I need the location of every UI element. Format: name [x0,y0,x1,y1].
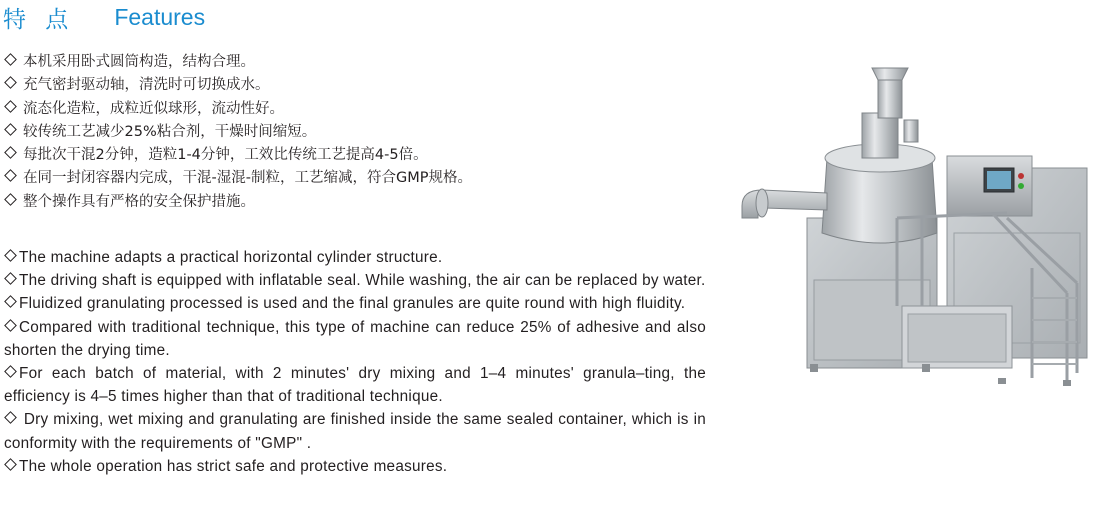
english-feature-item: For each batch of material, with 2 minutes' dry mixing and 1–4 minutes' granula–ting, the efficiency is 4–5 times higher than that of traditional technique. [4,365,706,406]
diamond-bullet-icon [5,196,15,206]
diamond-bullet-icon [4,368,17,378]
chinese-feature-item: 较传统工艺减少25%粘合剂，干燥时间缩短。 [5,121,472,144]
heading-chinese: 特 点 [3,6,75,33]
features-heading [3,0,205,34]
heading-english: Features [114,3,206,30]
diamond-bullet-icon [4,461,17,471]
english-feature-item: Fluidized granulating processed is used and the final granules are quite round with high fluidity. [4,292,706,315]
chinese-feature-item: 每批次干混2分钟，造粒1-4分钟，工效比传统工艺提高4-5倍。 [5,144,472,167]
chinese-feature-item: 在同一封闭容器内完成，干混-湿混-制粒，工艺缩减，符合GMP规格。 [5,167,472,190]
chinese-feature-list [5,51,472,214]
granulator-machine-image [732,58,1094,403]
english-feature-item: The whole operation has strict safe and protective measures. [4,455,706,478]
diamond-bullet-icon [4,298,17,308]
chinese-feature-item: 整个操作具有严格的安全保护措施。 [5,191,472,214]
diamond-bullet-icon [4,414,17,424]
english-feature-list [4,246,706,478]
chinese-feature-item: 本机采用卧式圆筒构造，结构合理。 [5,51,472,74]
diamond-bullet-icon [5,79,15,89]
diamond-bullet-icon [4,252,17,262]
english-feature-item: The driving shaft is equipped with inflatable seal. While washing, the air can be replaced by water. [4,269,706,292]
diamond-bullet-icon [4,275,17,285]
english-feature-item: Dry mixing, wet mixing and granulating are finished inside the same sealed container, which is in conformity with the requirements of "GMP" . [4,411,706,452]
diamond-bullet-icon [5,149,15,159]
diamond-bullet-icon [5,172,15,182]
chinese-feature-item: 流态化造粒，成粒近似球形，流动性好。 [5,98,472,121]
discharge-pipe [742,190,827,218]
english-feature-item: The machine adapts a practical horizontal cylinder structure. [4,246,706,269]
english-feature-item: Compared with traditional technique, this type of machine can reduce 25% of adhesive and also shorten the drying time. [4,318,706,359]
diamond-bullet-icon [5,56,15,66]
diamond-bullet-icon [5,126,15,136]
diamond-bullet-icon [4,322,17,332]
diamond-bullet-icon [5,103,15,113]
chinese-feature-item: 充气密封驱动轴，清洗时可切换成水。 [5,74,472,97]
